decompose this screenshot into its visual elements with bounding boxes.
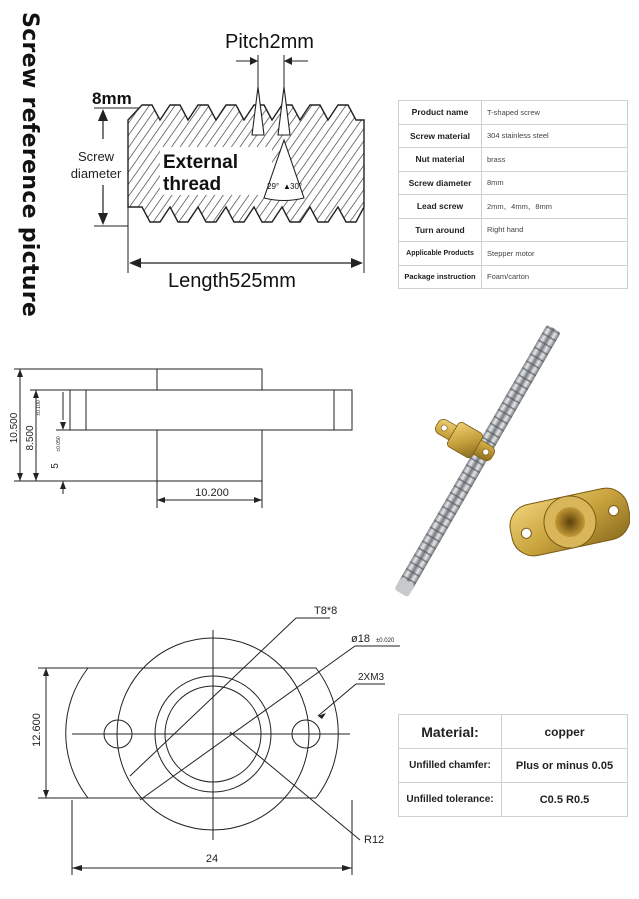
pitch-label: Pitch2mm [225,31,314,53]
angle-left-label: 29° [267,182,280,191]
spec-value: 304 stainless steel [482,124,628,148]
bore-tolerance: ±0.020 [376,638,395,644]
spec-value: Foam/carton [482,265,628,289]
dim-mid-tol: ±0.100 [36,400,42,416]
dim-small: 5 [50,463,61,469]
spec-table [398,100,628,289]
material-value: Plus or minus 0.05 [502,749,628,783]
flange-bottom [157,430,262,481]
diameter-label-line2: diameter [70,166,122,181]
thread-diagram [60,25,380,300]
spec-value: 2mm、4mm、8mm [482,195,628,219]
product-photo [330,300,630,620]
diameter-value: 8mm [92,89,132,108]
spec-row [399,171,628,195]
page-title: Screw reference picture [17,12,42,318]
spec-key: Lead screw [399,195,482,219]
spec-row [399,265,628,289]
lead-screw-rod [394,324,561,597]
spec-row [399,124,628,148]
nut-side-view [0,360,370,520]
holes-spec: 2XM3 [358,672,385,683]
dim-small-tol: ±0.050 [56,436,62,452]
spec-row [399,242,628,266]
material-row [399,749,628,783]
spec-value: Right hand [482,218,628,242]
spec-row [399,101,628,125]
nut-body [70,390,352,430]
page-title-container [6,12,46,342]
spec-value: Stepper motor [482,242,628,266]
spec-value: T-shaped screw [482,101,628,125]
thread-spec: T8*8 [314,605,338,617]
spec-key: Screw material [399,124,482,148]
spec-key: Screw diameter [399,171,482,195]
material-key: Unfilled chamfer: [399,749,502,783]
material-table [398,714,628,817]
material-value: C0.5 R0.5 [502,783,628,817]
angle-arrow-icon: ▲ [283,182,291,191]
thread-label-line1: External [163,152,238,173]
spec-row [399,195,628,219]
material-row [399,783,628,817]
bore-spec: ø18 [351,633,370,645]
diameter-label-line1: Screw [77,149,115,164]
spec-key: Package instruction [399,265,482,289]
spec-key: Turn around [399,218,482,242]
angle-right-label: 30° [290,182,303,191]
material-key: Material: [399,715,502,749]
dim-width: 10.200 [195,487,229,499]
material-row [399,715,628,749]
spec-key: Product name [399,101,482,125]
spec-key: Nut material [399,148,482,172]
brass-nut-loose [506,484,630,560]
spec-row [399,148,628,172]
radius-dim: R12 [364,834,385,846]
length-label: Length525mm [168,270,296,292]
width-dim: 24 [205,853,219,865]
spec-value: brass [482,148,628,172]
thread-label-line2: thread [163,174,222,195]
height-dim: 12.600 [31,713,43,747]
nut-front-view [0,600,400,899]
material-key: Unfilled tolerance: [399,783,502,817]
spec-row [399,218,628,242]
material-value: copper [502,715,628,749]
dim-mid: 8.500 [25,425,36,451]
flange-top [157,369,262,390]
dim-total: 10.500 [9,412,20,444]
spec-key: Applicable Products [399,242,482,266]
spec-value: 8mm [482,171,628,195]
